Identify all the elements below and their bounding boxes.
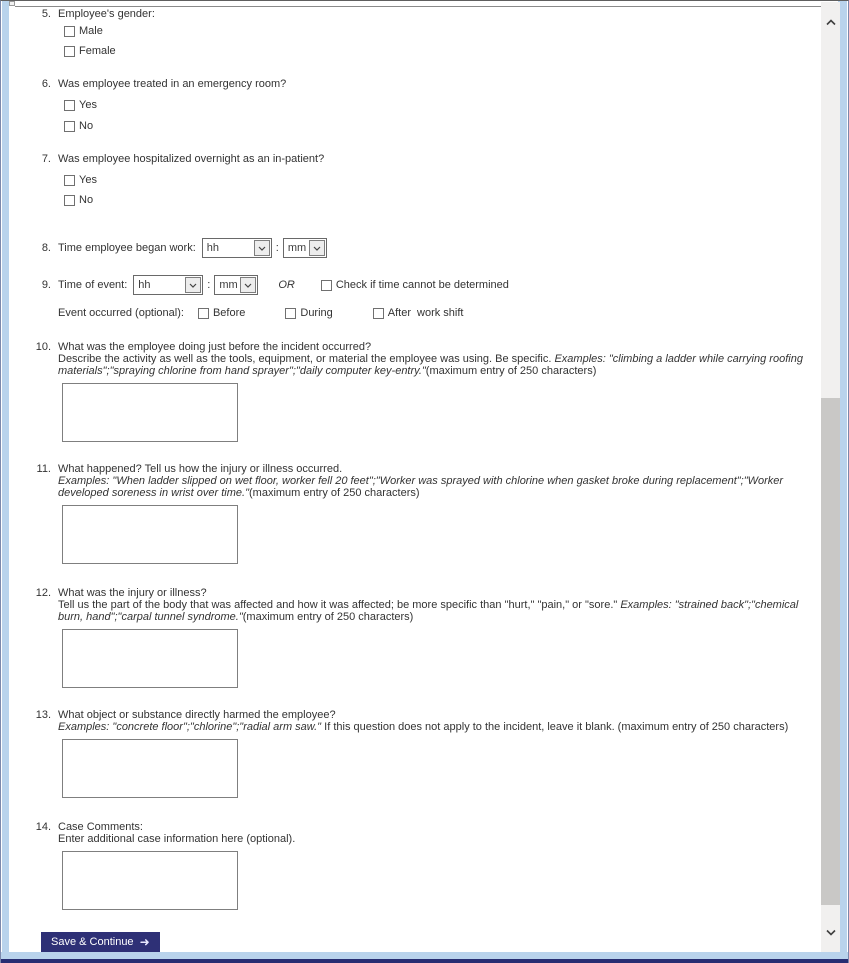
- question-number: 14.: [35, 821, 51, 833]
- q5-female-label: Female: [79, 45, 116, 57]
- left-margin-strip: [2, 1, 9, 963]
- q9-during-checkbox[interactable]: [285, 308, 296, 319]
- q9-after-label: After: [387, 307, 412, 319]
- q9-label: Time of event:: [58, 279, 128, 291]
- q8-hour-select-value: hh: [206, 242, 220, 254]
- save-continue-label: Save & Continue: [51, 936, 134, 948]
- q7-option-yes[interactable]: [64, 173, 97, 187]
- q11-examples-text: Examples: "When ladder slipped on wet floor, worker fell 20 feet";"Worker was sprayed with chlorine when gasket broke during replacement";"Worker developed soreness in wrist over time.": [58, 475, 784, 499]
- q9-work-shift-label: work shift: [417, 307, 464, 319]
- q9-during-label: During: [300, 307, 333, 319]
- q12-answer-textarea[interactable]: [62, 629, 238, 688]
- q5-option-male[interactable]: [64, 24, 103, 38]
- question-number: 10.: [35, 341, 51, 353]
- q9-hour-select[interactable]: [133, 275, 203, 295]
- q13-instructions-text: If this question does not apply to the incident, leave it blank. (maximum entry of 250 characters): [324, 721, 789, 733]
- q14-description: Enter additional case information here (optional).: [58, 833, 296, 845]
- q10-answer-textarea[interactable]: [62, 383, 238, 442]
- question-number: 11.: [36, 463, 51, 475]
- q13-examples-text: Examples: "concrete floor";"chlorine";"radial arm saw.": [58, 721, 325, 733]
- q6-yes-checkbox[interactable]: [64, 100, 75, 111]
- question-8: [9, 238, 327, 258]
- question-10: [9, 341, 803, 442]
- or-text: OR: [278, 279, 295, 291]
- chevron-down-icon: [240, 277, 256, 293]
- q9-before-option[interactable]: [198, 307, 245, 319]
- scrollbar-thumb[interactable]: [821, 398, 840, 905]
- q13-label: What object or substance directly harmed the employee?: [58, 709, 336, 721]
- q13-answer-textarea[interactable]: [62, 739, 238, 798]
- q6-option-no[interactable]: [64, 119, 93, 133]
- vertical-scrollbar[interactable]: [821, 2, 840, 955]
- q9-cannot-determine-label: Check if time cannot be determined: [335, 279, 509, 291]
- arrow-right-icon: ➜: [139, 935, 150, 949]
- question-number: 8.: [41, 242, 51, 254]
- q8-minute-select-value: mm: [287, 242, 307, 254]
- chevron-down-icon: [185, 277, 201, 293]
- question-7: [9, 153, 324, 165]
- bottom-navy-bar: [1, 959, 848, 963]
- q7-yes-checkbox[interactable]: [64, 175, 75, 186]
- q8-minute-select[interactable]: [283, 238, 327, 258]
- question-5: [9, 8, 155, 20]
- q7-yes-label: Yes: [79, 174, 97, 186]
- question-13: [9, 709, 803, 798]
- chevron-down-icon: [309, 240, 325, 256]
- q10-examples-text: Examples: "climbing a ladder while carrying roofing materials";"spraying chlorine from hand sprayer";"daily computer key-entry.": [58, 353, 803, 377]
- question-number: 6.: [41, 78, 51, 90]
- q11-description: [58, 475, 803, 499]
- time-colon: :: [207, 279, 211, 291]
- q7-no-label: No: [79, 194, 94, 206]
- q12-max-note: (maximum entry of 250 characters): [242, 611, 414, 623]
- q14-label: Case Comments:: [58, 821, 143, 833]
- question-number: 7.: [41, 153, 51, 165]
- q10-max-note: (maximum entry of 250 characters): [425, 365, 597, 377]
- scroll-up-arrow-icon[interactable]: [821, 12, 840, 32]
- q13-description: [58, 721, 803, 733]
- q9-before-label: Before: [212, 307, 246, 319]
- q9-event-occurred-row: [58, 307, 463, 319]
- q5-option-female[interactable]: [64, 44, 116, 58]
- q9-hour-select-value: hh: [138, 279, 151, 291]
- q7-option-no[interactable]: [64, 193, 93, 207]
- q7-no-checkbox[interactable]: [64, 195, 75, 206]
- q7-label: Was employee hospitalized overnight as an in-patient?: [58, 153, 325, 165]
- question-6: [9, 78, 286, 90]
- q6-no-checkbox[interactable]: [64, 121, 75, 132]
- question-14: [9, 821, 803, 910]
- q14-answer-textarea[interactable]: [62, 851, 238, 910]
- time-colon: :: [275, 242, 279, 254]
- q8-label: Time employee began work:: [58, 242, 196, 254]
- q6-option-yes[interactable]: [64, 98, 97, 112]
- question-11: [9, 463, 803, 564]
- q5-label: Employee's gender:: [58, 8, 155, 20]
- q10-description: [58, 353, 803, 377]
- q5-male-label: Male: [79, 25, 103, 37]
- q12-label: What was the injury or illness?: [58, 587, 207, 599]
- q5-female-checkbox[interactable]: [64, 46, 75, 57]
- q9-during-option[interactable]: [285, 307, 332, 319]
- q9-occurred-label: Event occurred (optional):: [58, 307, 184, 319]
- q6-label: Was employee treated in an emergency room?: [58, 78, 287, 90]
- q9-cannot-determine-checkbox[interactable]: [321, 280, 332, 291]
- q10-desc-text: Describe the activity as well as the tools, equipment, or material the employee was using. Be specific.: [58, 353, 555, 365]
- q11-answer-textarea[interactable]: [62, 505, 238, 564]
- q9-cannot-determine-option[interactable]: [321, 279, 509, 291]
- q9-after-option[interactable]: [373, 307, 411, 319]
- question-number: 12.: [35, 587, 51, 599]
- form-content: [9, 1, 821, 955]
- scroll-down-arrow-icon[interactable]: [821, 922, 840, 942]
- q6-no-label: No: [79, 120, 94, 132]
- q6-yes-label: Yes: [79, 99, 97, 111]
- content-top-rule: [15, 6, 827, 7]
- q5-male-checkbox[interactable]: [64, 26, 75, 37]
- question-12: [9, 587, 803, 688]
- question-number: 5.: [41, 8, 51, 20]
- question-number: 13.: [35, 709, 51, 721]
- question-9: [9, 275, 509, 295]
- chevron-down-icon: [254, 240, 270, 256]
- q12-desc-text: Tell us the part of the body that was affected and how it was affected; be more specific than "hurt," "pain," or "sore.": [58, 599, 621, 611]
- q12-examples-text: Examples: "strained back";"chemical burn, hand";"carpal tunnel syndrome.": [58, 599, 799, 623]
- q12-description: [58, 599, 803, 623]
- bottom-light-blue-bar: [1, 952, 848, 959]
- q9-before-checkbox[interactable]: [198, 308, 209, 319]
- q8-hour-select[interactable]: [202, 238, 272, 258]
- save-continue-button[interactable]: [41, 932, 160, 952]
- q11-label: What happened? Tell us how the injury or illness occurred.: [58, 463, 343, 475]
- q11-max-note: (maximum entry of 250 characters): [249, 487, 420, 499]
- q9-minute-select-value: mm: [219, 279, 238, 291]
- question-number: 9.: [41, 279, 51, 291]
- q10-label: What was the employee doing just before the incident occurred?: [58, 341, 372, 353]
- q9-after-checkbox[interactable]: [373, 308, 384, 319]
- q9-minute-select[interactable]: [214, 275, 258, 295]
